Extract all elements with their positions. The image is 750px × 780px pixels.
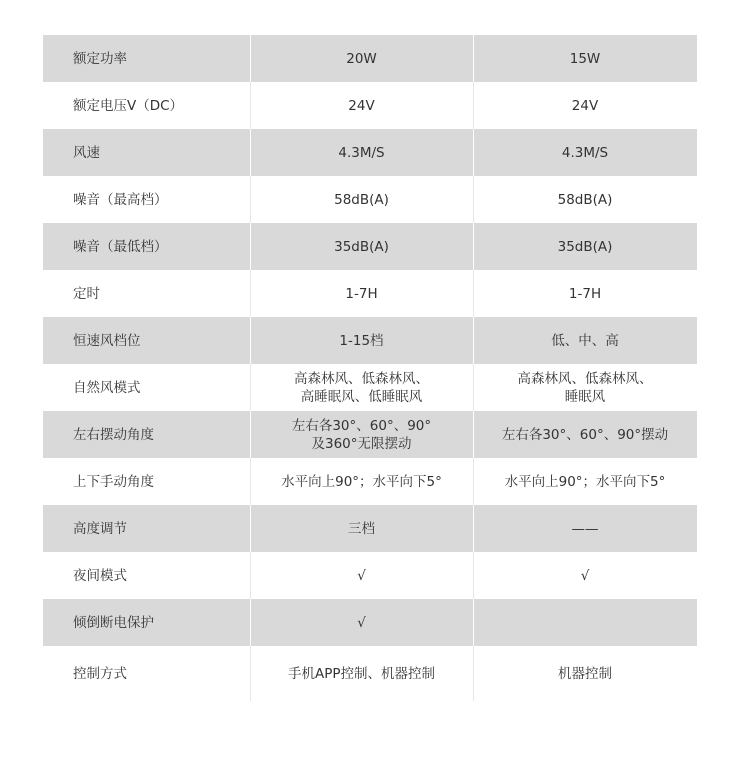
table-row — [43, 223, 697, 270]
table-row — [43, 317, 697, 364]
spec-value-line: √ — [357, 567, 366, 584]
spec-value-line: 三档 — [348, 520, 375, 537]
spec-value-line: √ — [357, 614, 366, 631]
table-row — [43, 364, 697, 411]
spec-value-model-2 — [473, 599, 697, 646]
spec-value-line: 睡眠风 — [564, 388, 606, 405]
spec-value-model-1 — [250, 176, 473, 223]
table-row — [43, 270, 697, 317]
spec-value-model-1 — [250, 552, 473, 599]
spec-value-model-1 — [250, 317, 473, 364]
spec-value-model-1 — [250, 223, 473, 270]
spec-value-line: 35dB(A) — [334, 238, 389, 255]
spec-value-line: 左右各30°、60°、90° — [291, 417, 432, 434]
table-row — [43, 129, 697, 176]
spec-value-model-1 — [250, 411, 473, 458]
spec-value-line: 1-7H — [345, 285, 378, 302]
spec-value-line: 4.3M/S — [338, 144, 385, 161]
spec-label: 定时 — [43, 270, 250, 317]
spec-value-line: 机器控制 — [558, 665, 612, 682]
spec-value-line: 20W — [346, 50, 377, 67]
spec-value-line: 1-15档 — [339, 332, 384, 349]
spec-value-model-2 — [473, 317, 697, 364]
spec-value-model-1 — [250, 270, 473, 317]
table-row — [43, 599, 697, 646]
spec-label: 高度调节 — [43, 505, 250, 552]
spec-value-model-1 — [250, 364, 473, 411]
spec-label: 夜间模式 — [43, 552, 250, 599]
table-row — [43, 646, 697, 701]
table-row — [43, 458, 697, 505]
spec-value-line: 24V — [348, 97, 375, 114]
table-row — [43, 505, 697, 552]
spec-value-model-2 — [473, 176, 697, 223]
spec-label: 控制方式 — [43, 646, 250, 701]
spec-label: 恒速风档位 — [43, 317, 250, 364]
spec-label: 额定功率 — [43, 35, 250, 82]
spec-label: 风速 — [43, 129, 250, 176]
spec-value-line: 水平向上90°；水平向下5° — [281, 473, 442, 490]
spec-value-model-2 — [473, 364, 697, 411]
spec-value-line: 水平向上90°；水平向下5° — [504, 473, 666, 490]
spec-value-line: 高睡眠风、低睡眠风 — [300, 388, 423, 405]
spec-value-line: 35dB(A) — [557, 238, 613, 255]
spec-value-line: 4.3M/S — [561, 144, 609, 161]
spec-value-model-2 — [473, 270, 697, 317]
spec-label: 倾倒断电保护 — [43, 599, 250, 646]
spec-label: 额定电压V（DC） — [43, 82, 250, 129]
spec-value-line: 15W — [569, 50, 601, 67]
spec-value-line: 低、中、高 — [551, 332, 619, 349]
spec-value-model-2 — [473, 129, 697, 176]
table-row — [43, 176, 697, 223]
spec-value-line: 左右各30°、60°、90°摆动 — [501, 426, 669, 443]
spec-value-model-1 — [250, 82, 473, 129]
spec-value-model-2 — [473, 82, 697, 129]
spec-label: 左右摆动角度 — [43, 411, 250, 458]
spec-value-line: 24V — [571, 97, 599, 114]
spec-label: 噪音（最高档） — [43, 176, 250, 223]
spec-value-model-2 — [473, 411, 697, 458]
spec-value-model-2 — [473, 223, 697, 270]
table-row — [43, 35, 697, 82]
spec-value-model-1 — [250, 646, 473, 701]
spec-value-model-2 — [473, 458, 697, 505]
spec-value-line: 及360°无限摆动 — [311, 435, 412, 452]
spec-label: 自然风模式 — [43, 364, 250, 411]
spec-value-model-2 — [473, 552, 697, 599]
spec-table — [43, 35, 697, 701]
spec-value-model-2 — [473, 646, 697, 701]
spec-table-body — [43, 35, 697, 701]
spec-value-line: 1-7H — [568, 285, 602, 302]
table-row — [43, 411, 697, 458]
spec-value-model-1 — [250, 505, 473, 552]
spec-value-model-1 — [250, 458, 473, 505]
spec-value-line: √ — [580, 567, 590, 584]
spec-value-model-1 — [250, 35, 473, 82]
spec-value-model-2 — [473, 505, 697, 552]
table-row — [43, 552, 697, 599]
spec-value-model-2 — [473, 35, 697, 82]
spec-label: 噪音（最低档） — [43, 223, 250, 270]
spec-value-line: 手机APP控制、机器控制 — [287, 665, 436, 682]
spec-value-model-1 — [250, 129, 473, 176]
spec-value-line: 58dB(A) — [334, 191, 389, 208]
spec-label: 上下手动角度 — [43, 458, 250, 505]
spec-value-line: —— — [571, 520, 599, 537]
spec-value-line: 高森林风、低森林风、 — [517, 370, 653, 387]
spec-value-model-1 — [250, 599, 473, 646]
spec-value-line: 高森林风、低森林风、 — [294, 370, 429, 387]
table-row — [43, 82, 697, 129]
spec-value-line: 58dB(A) — [557, 191, 613, 208]
